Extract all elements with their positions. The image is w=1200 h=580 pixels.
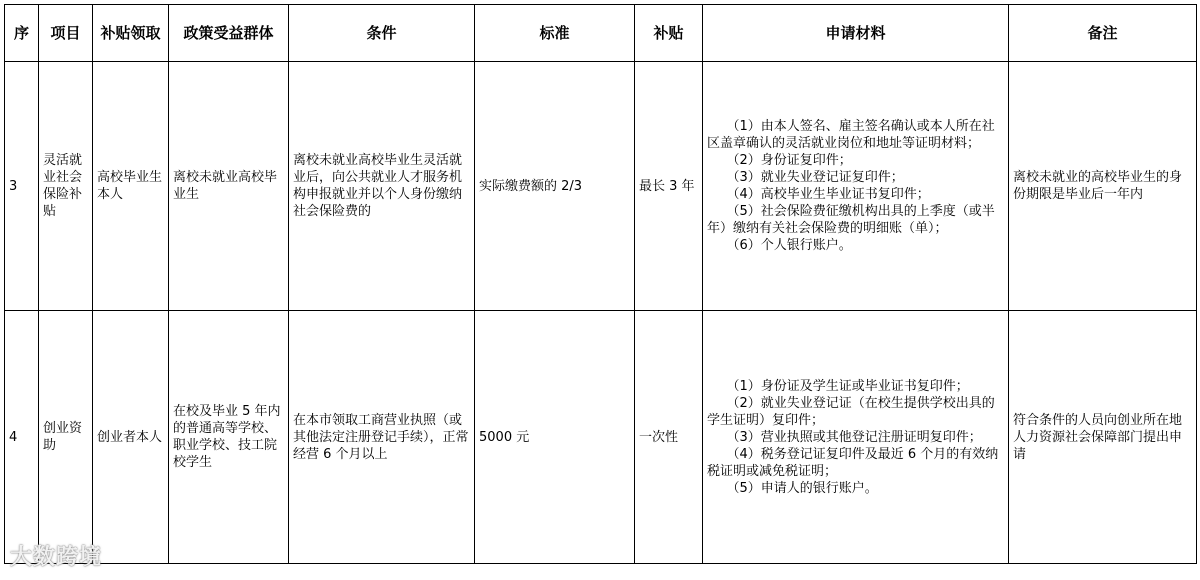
material-item: （4）税务登记证复印件及最近 6 个月的有效纳税证明或减免税证明； xyxy=(707,446,999,479)
row-remark: 离校未就业的高校毕业生的身份期限是毕业后一年内 xyxy=(1009,62,1197,311)
row-no: 3 xyxy=(5,62,39,311)
row-beneficiary: 在校及毕业 5 年内的普通高等学校、职业学校、技工院校学生 xyxy=(169,311,289,564)
table-row xyxy=(5,62,1197,311)
row-no: 4 xyxy=(5,311,39,564)
material-item: （2）身份证复印件； xyxy=(726,153,852,168)
row-subsidy: 最长 3 年 xyxy=(635,62,703,311)
material-item: （5）申请人的银行账户。 xyxy=(726,480,878,496)
row-condition: 在本市领取工商营业执照（或其他法定注册登记手续），正常经营 6 个月以上 xyxy=(289,311,475,564)
header-standard: 标准 xyxy=(475,5,635,62)
row-materials xyxy=(703,311,1009,564)
row-recipient: 创业者本人 xyxy=(93,311,169,564)
row-remark: 符合条件的人员向创业所在地人力资源社会保障部门提出申请 xyxy=(1009,311,1197,564)
row-condition: 离校未就业高校毕业生灵活就业后，向公共就业人才服务机构申报就业并以个人身份缴纳社会保险费的 xyxy=(289,62,475,311)
row-subsidy: 一次性 xyxy=(635,311,703,564)
header-item: 项目 xyxy=(39,5,93,62)
material-item: （1）身份证及学生证或毕业证书复印件； xyxy=(726,378,969,394)
material-item: （3）就业失业登记证复印件； xyxy=(726,170,904,185)
material-item: （6）个人银行账户。 xyxy=(726,238,852,253)
row-item: 灵活就业社会保险补贴 xyxy=(39,62,93,311)
policy-table xyxy=(4,4,1197,564)
header-recipient: 补贴领取 xyxy=(93,5,169,62)
header-remark: 备注 xyxy=(1009,5,1197,62)
header-subsidy: 补贴 xyxy=(635,5,703,62)
row-materials xyxy=(703,62,1009,311)
row-standard: 5000 元 xyxy=(475,311,635,564)
material-item: （2）就业失业登记证（在校生提供学校出具的学生证明）复印件； xyxy=(707,395,995,428)
header-row xyxy=(5,5,1197,62)
row-item: 创业资助 xyxy=(39,311,93,564)
row-beneficiary: 离校未就业高校毕业生 xyxy=(169,62,289,311)
material-item: （5）社会保险费征缴机构出具的上季度（或半年）缴纳有关社会保险费的明细账（单）； xyxy=(707,204,995,236)
material-item: （1）由本人签名、雇主签名确认或本人所在社区盖章确认的灵活就业岗位和地址等证明材料； xyxy=(707,119,995,151)
watermark-logo: 大数跨境 xyxy=(10,545,103,570)
header-no: 序 xyxy=(5,5,39,62)
header-condition: 条件 xyxy=(289,5,475,62)
row-recipient: 高校毕业生本人 xyxy=(93,62,169,311)
material-item: （4）高校毕业生毕业证书复印件； xyxy=(726,187,930,202)
header-materials: 申请材料 xyxy=(703,5,1009,62)
material-item: （3）营业执照或其他登记注册证明复印件； xyxy=(726,429,982,445)
row-standard: 实际缴费额的 2/3 xyxy=(475,62,635,311)
header-beneficiary: 政策受益群体 xyxy=(169,5,289,62)
table-row xyxy=(5,311,1197,564)
